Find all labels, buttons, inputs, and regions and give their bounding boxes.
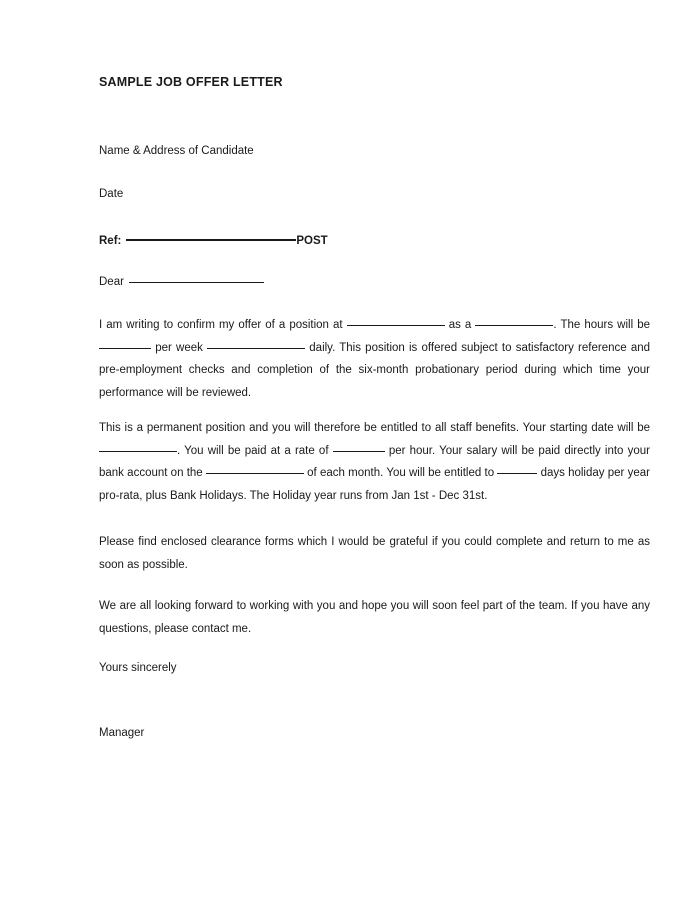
position-title-blank	[347, 316, 445, 326]
salutation-label: Dear	[99, 276, 124, 288]
p2-text-e: days holiday per year pro-rata, plus Bank Holidays. The Holiday year runs from Jan 1st - Dec 31st.	[99, 467, 650, 502]
p1-text-a: I am writing to confirm my offer of a position at	[99, 319, 343, 331]
p1-text-f: daily. This position is offered subject to satisfactory reference and pre-employment checks and completion of the six-month probationary period during which time your performance will be reviewed.	[99, 341, 651, 399]
p1-text-b: as a	[448, 319, 472, 331]
signature-title: Manager	[99, 727, 145, 739]
job-role-blank	[475, 316, 553, 326]
hours-blank	[99, 339, 151, 349]
candidate-address-placeholder: Name & Address of Candidate	[99, 145, 254, 157]
reference-line	[99, 230, 328, 248]
pay-rate-blank	[333, 442, 385, 452]
payment-day-blank	[206, 464, 304, 474]
p2-text-b: . You will be paid at a rate of	[177, 444, 329, 457]
start-date-blank	[99, 442, 177, 452]
salutation-line	[99, 273, 264, 289]
reference-label: Ref:	[99, 235, 122, 247]
p1-text-e: per week	[155, 341, 203, 354]
salutation-name-blank	[129, 273, 264, 283]
reference-number-blank	[126, 230, 296, 241]
date-placeholder: Date	[99, 188, 124, 200]
p1-text-c: .	[553, 319, 557, 331]
signoff-text: Yours sincerely	[99, 662, 177, 674]
paragraph-benefits	[99, 417, 650, 507]
p2-text-d: of each month. You will be entitled to	[307, 467, 495, 480]
reference-post-label: POST	[296, 235, 328, 247]
paragraph-welcome: We are all looking forward to working with you and hope you will soon feel part of the team. If you have any questions, please contact me.	[99, 600, 650, 635]
paragraph-offer	[99, 314, 650, 404]
paragraph-clearance-forms: Please find enclosed clearance forms which I would be grateful if you could complete and return to me as soon as possible.	[99, 536, 650, 571]
holiday-days-blank	[497, 464, 537, 474]
p2-text-c: per hour. Your salary will be paid directly into your bank account on the	[99, 444, 650, 480]
daily-hours-blank	[207, 339, 305, 349]
page-title: SAMPLE JOB OFFER LETTER	[99, 75, 283, 89]
p2-text-a: This is a permanent position and you will therefore be entitled to all staff benefits. Your starting date will be	[99, 422, 650, 434]
p1-text-d: The hours will be	[560, 319, 650, 331]
